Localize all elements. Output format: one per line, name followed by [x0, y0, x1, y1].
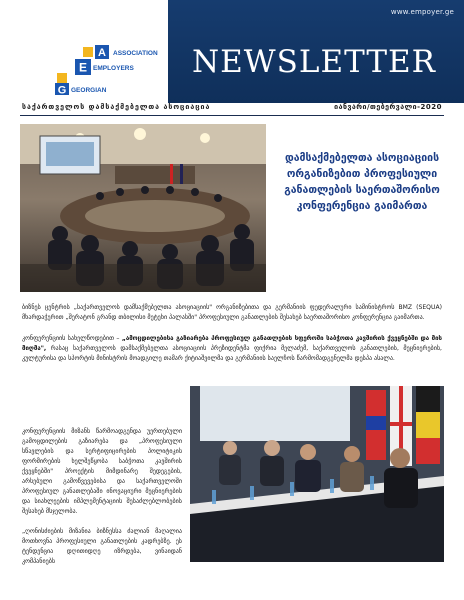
newsletter-header	[0, 0, 464, 103]
logo-letter-e: E	[78, 60, 88, 75]
logo-letter-g: G	[57, 84, 67, 95]
paragraph-conference-title	[22, 334, 442, 364]
logo-word-employers: EMPLOYERS	[93, 65, 134, 72]
logo-word-georgian: GEORGIAN	[71, 87, 107, 94]
logo-area	[0, 0, 168, 103]
logo-accent-block	[83, 47, 93, 57]
paragraph-text: რასაც საქართველოს დამსაქმებელთა ასოციაციის პრეზიდენტმა ფიქრია მელაძემ, საქართველოს განათლების, მეცნიერების, კულტურისა და სპორტის მინისტრის მოადგილე თამარ ქიტიაშვილმა და გერმანიის საელჩოს წარმომადგენელმა დესპა ასალა.	[22, 345, 442, 363]
organization-name: საქართველოს დამსაქმებელთა ასოციაცია	[22, 103, 211, 111]
logo-word-association: ASSOCIATION	[113, 50, 158, 57]
logo-accent-block	[57, 73, 67, 83]
panel-speakers-photo	[190, 386, 444, 562]
conference-hall-photo	[20, 124, 266, 292]
paragraph-quote: „ღონისძიების მიზანია ბიზნესსა ძალიან მაღალია მოთხოვნა პროფესიული განათლების კადრებზე. ეს ტენდენცია დღითიდღე იზრდება, ვინაიდან კომპანიებს	[22, 528, 182, 566]
site-url[interactable]: www.empoyer.ge	[390, 8, 454, 16]
newsletter-title: NEWSLETTER	[192, 44, 436, 80]
gea-logo	[53, 43, 163, 95]
paragraph-text: კონფერენციის სახელწოდებით –	[22, 335, 122, 343]
logo-letter-a: A	[98, 47, 106, 59]
article-headline: დამსაქმებელთა ასოციაციის ორგანიზებით პროფესიული განათლების საერთაშორისო კონფერენცია გაიმართა	[284, 152, 440, 212]
issue-date: იანვარი/თებერვალი-2020	[334, 103, 442, 111]
header-divider	[20, 115, 444, 116]
conference-title-bold: „ამოცდილებისა გაზიარება პროფესიულ განათლების სფეროში საბჭოთა კავშირის ქვეყნებში და მის მიღმა",	[22, 335, 443, 353]
paragraph-goal: კონფერენციის მიზანს წარმოადგენდა უერთებული გამოცდილების გაზიარება და „პროფესიული სწავლების და სერტიფიცირების პოლიტიკის ფორმირების ხელშეწყობა საბჭოთა კავშირის ქვეყნებში" პროექტის მიმდინარე შედეგების, არსებული გამოწვევებისა და საქართველოში პროფესიულ განათლებაში ინოვაციური მეცნიერების და სიახლეების იმპლემენტაციის შესაძლებლობების შესახებ მსჯელობა.	[22, 428, 182, 516]
paragraph-intro: ბიზნეს ცენტრის „საქართველოს დამსაქმებელთა ასოციაციის" ორგანიზებითა და გერმანიის ფედერალური სამინისტროს BMZ (SEQUA) მხარდაჭერით „შერატონ გრანდ თბილისი მეტეხი პალასში" პროფესიული განათლების შესახებ საერთაშორისო კონფერენცია გაიმართა.	[22, 304, 442, 322]
